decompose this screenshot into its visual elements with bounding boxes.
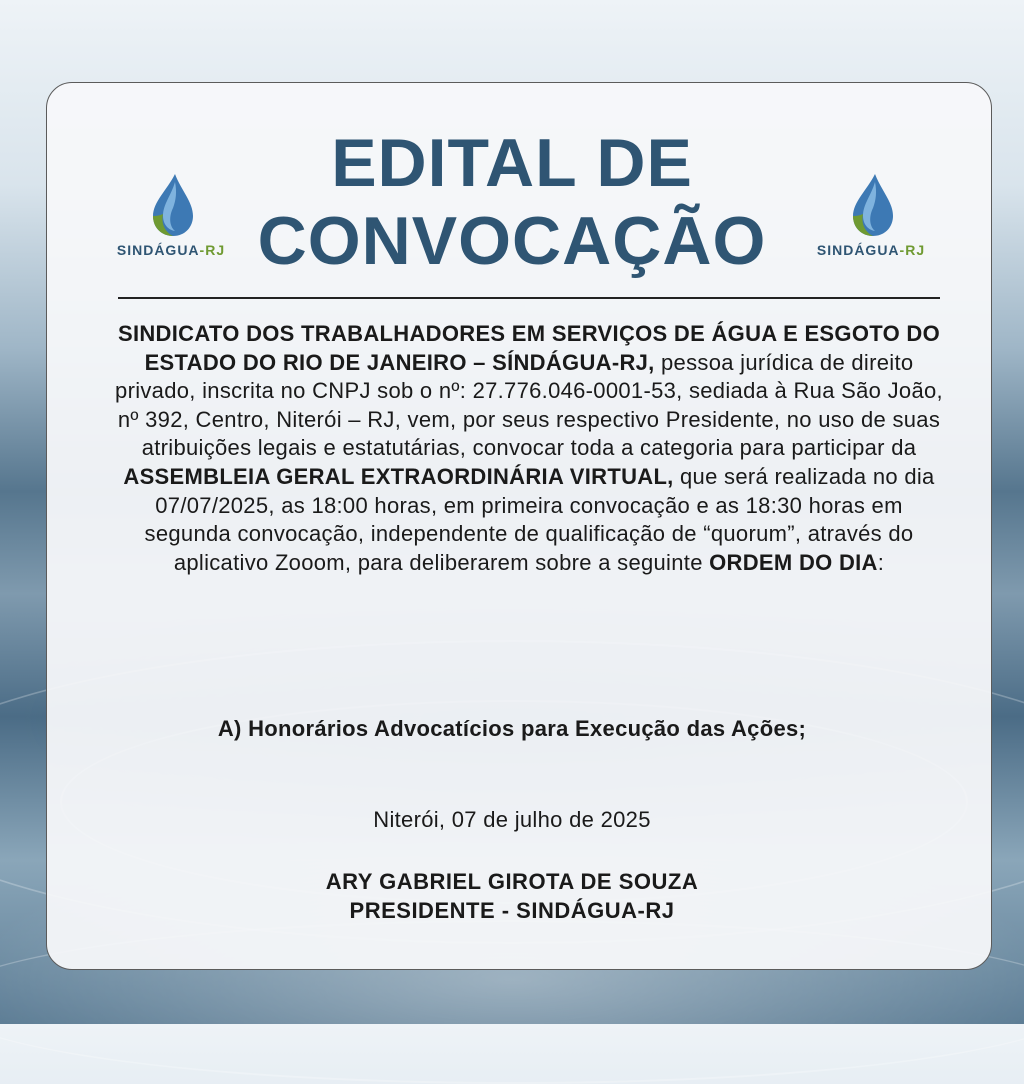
body-text-3: : — [877, 549, 885, 575]
body-text-1: pessoa jurídica de direito privado, inscrita no CNPJ sob o nº: 27.776.046-0001-53, sediada à Rua São João, nº 392, Centro, Niterói – RJ, vem, por seus respectivo Presidente, no uso de suas atribuições legais e estatutárias, convocar toda a categoria para participar da — [115, 349, 943, 461]
logo-name: SINDÁGUA — [816, 242, 900, 258]
logo-suffix: -RJ — [199, 242, 226, 258]
logo-name: SINDÁGUA — [116, 242, 200, 258]
agenda-heading: ORDEM DO DIA — [709, 549, 878, 575]
agenda-item: A) Honorários Advocatícios para Execução das Ações; — [217, 716, 807, 741]
signatory-role: PRESIDENTE - SINDÁGUA-RJ — [349, 898, 675, 923]
date-line: Niterói, 07 de julho de 2025 — [373, 807, 651, 832]
title-line-1: EDITAL DE — [331, 125, 693, 201]
assembly-name: ASSEMBLEIA GERAL EXTRAORDINÁRIA VIRTUAL, — [123, 463, 674, 489]
page-title — [0, 124, 1024, 280]
divider — [118, 297, 940, 299]
signatory-name: ARY GABRIEL GIROTA DE SOUZA — [325, 869, 699, 894]
notice-body — [110, 320, 948, 577]
body-text-2: que será realizada no dia 07/07/2025, as 18:00 horas, em primeira convocação e as 18:30 horas em segunda convocação, independente de qualificação de “quorum”, através do aplicativo Zooom, para deliberarem sobre a seguinte — [144, 463, 935, 575]
logo-suffix: -RJ — [899, 242, 926, 258]
union-name: SINDICATO DOS TRABALHADORES EM SERVIÇOS DE ÁGUA E ESGOTO DO ESTADO DO RIO DE JANEIRO – SÍNDÁGUA-RJ, — [117, 321, 940, 375]
title-line-2: CONVOCAÇÃO — [257, 203, 767, 279]
signature-block — [0, 867, 1024, 925]
